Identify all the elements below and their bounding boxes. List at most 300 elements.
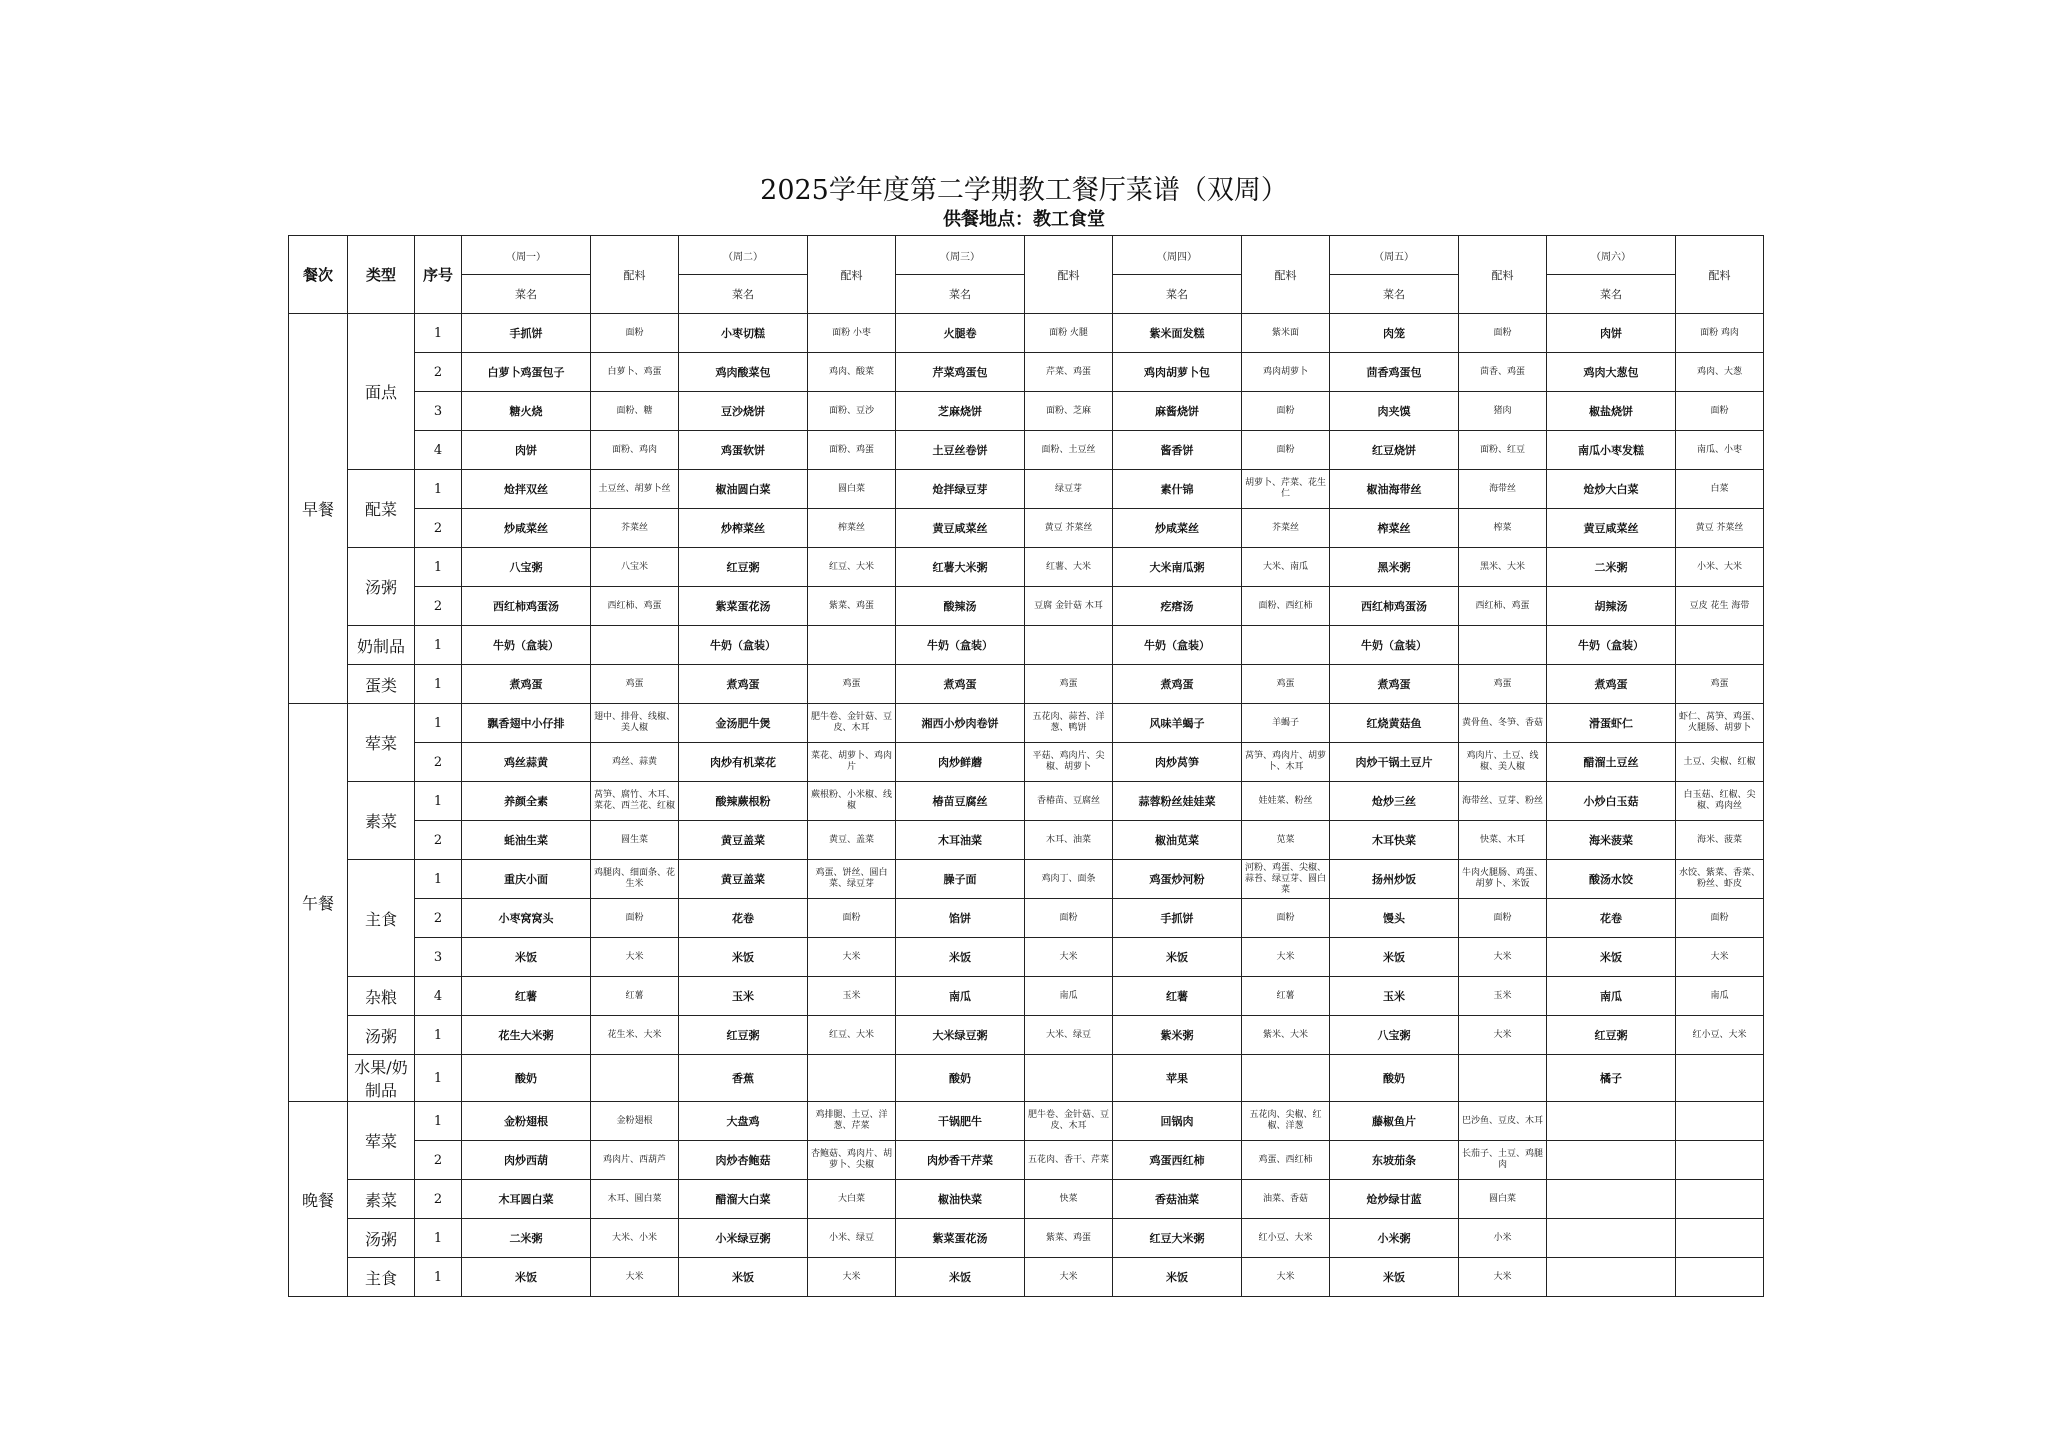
ingredient-cell: 面粉 小枣: [808, 314, 896, 353]
header-day-2: （周二）: [679, 236, 808, 275]
page-subtitle: 供餐地点：教工食堂: [943, 209, 1105, 230]
ingredient-cell: [808, 1055, 896, 1102]
dish-cell: 酸汤水饺: [1547, 860, 1676, 899]
ingredient-cell: 八宝米: [591, 548, 679, 587]
ingredient-cell: 娃娃菜、粉丝: [1242, 782, 1330, 821]
category-cell: 面点: [348, 314, 415, 470]
ingredient-cell: 黑米、大米: [1459, 548, 1547, 587]
dish-cell: 肉炒干锅土豆片: [1330, 743, 1459, 782]
ingredient-cell: 面粉、鸡肉: [591, 431, 679, 470]
dish-cell: 米饭: [896, 938, 1025, 977]
dish-cell: 煮鸡蛋: [896, 665, 1025, 704]
ingredient-cell: 西红柿、鸡蛋: [1459, 587, 1547, 626]
header-ingredient-6: 配料: [1676, 236, 1764, 314]
dish-cell: 紫菜蛋花汤: [679, 587, 808, 626]
dish-cell: 小米绿豆粥: [679, 1219, 808, 1258]
ingredient-cell: 杏鲍菇、鸡肉片、胡萝卜、尖椒: [808, 1141, 896, 1180]
index-cell: 1: [415, 860, 462, 899]
ingredient-cell: 面粉: [1242, 392, 1330, 431]
ingredient-cell: 蕨根粉、小米椒、线椒: [808, 782, 896, 821]
dish-cell: 红烧黄菇鱼: [1330, 704, 1459, 743]
ingredient-cell: 面粉: [1676, 899, 1764, 938]
ingredient-cell: 红薯: [1242, 977, 1330, 1016]
dish-cell: 椒油苋菜: [1113, 821, 1242, 860]
index-cell: 3: [415, 392, 462, 431]
header-dish-6: 菜名: [1547, 275, 1676, 314]
index-cell: 2: [415, 821, 462, 860]
ingredient-cell: 圆白菜: [1459, 1180, 1547, 1219]
index-cell: 1: [415, 1219, 462, 1258]
dish-cell: 椒油圆白菜: [679, 470, 808, 509]
ingredient-cell: 红豆、大米: [808, 548, 896, 587]
dish-cell: 醋溜土豆丝: [1547, 743, 1676, 782]
ingredient-cell: [1676, 1141, 1764, 1180]
ingredient-cell: 鸡蛋、饼丝、圆白菜、绿豆芽: [808, 860, 896, 899]
dish-cell: 鸡蛋炒河粉: [1113, 860, 1242, 899]
ingredient-cell: 鸡丝、蒜黄: [591, 743, 679, 782]
ingredient-cell: 鸡肉片、西葫芦: [591, 1141, 679, 1180]
table-row: [289, 431, 1764, 470]
ingredient-cell: 面粉 火腿: [1025, 314, 1113, 353]
dish-cell: [1547, 1141, 1676, 1180]
ingredient-cell: 圆白菜: [808, 470, 896, 509]
header-ingredient-2: 配料: [808, 236, 896, 314]
ingredient-cell: 翅中、排骨、线椒、美人椒: [591, 704, 679, 743]
ingredient-cell: 土豆、尖椒、红椒: [1676, 743, 1764, 782]
ingredient-cell: 芥菜丝: [591, 509, 679, 548]
ingredient-cell: 黄骨鱼、冬笋、香菇: [1459, 704, 1547, 743]
ingredient-cell: [1242, 626, 1330, 665]
dish-cell: 米饭: [1330, 938, 1459, 977]
table-row: [289, 1102, 1764, 1141]
ingredient-cell: 白菜: [1676, 470, 1764, 509]
header-ingredient-5: 配料: [1459, 236, 1547, 314]
dish-cell: 酸奶: [462, 1055, 591, 1102]
header-day-4: （周四）: [1113, 236, 1242, 275]
dish-cell: 米饭: [1113, 1258, 1242, 1297]
header-dish-5: 菜名: [1330, 275, 1459, 314]
table-row: [289, 587, 1764, 626]
ingredient-cell: 芥菜丝: [1242, 509, 1330, 548]
dish-cell: 玉米: [679, 977, 808, 1016]
dish-cell: 肉饼: [462, 431, 591, 470]
dish-cell: 黄豆盖菜: [679, 860, 808, 899]
index-cell: 1: [415, 1102, 462, 1141]
dish-cell: 素什锦: [1113, 470, 1242, 509]
ingredient-cell: 香椿苗、豆腐丝: [1025, 782, 1113, 821]
category-cell: 汤粥: [348, 1016, 415, 1055]
index-cell: 3: [415, 938, 462, 977]
table-row: [289, 1180, 1764, 1219]
dish-cell: 胡辣汤: [1547, 587, 1676, 626]
category-cell: 素菜: [348, 1180, 415, 1219]
dish-cell: 椒盐烧饼: [1547, 392, 1676, 431]
dish-cell: 肉笼: [1330, 314, 1459, 353]
dish-cell: 馒头: [1330, 899, 1459, 938]
dish-cell: 醋溜大白菜: [679, 1180, 808, 1219]
index-cell: 2: [415, 743, 462, 782]
dish-cell: 火腿卷: [896, 314, 1025, 353]
dish-cell: 橘子: [1547, 1055, 1676, 1102]
table-row: [289, 1141, 1764, 1180]
header-day-1: （周一）: [462, 236, 591, 275]
dish-cell: 红豆大米粥: [1113, 1219, 1242, 1258]
dish-cell: 手抓饼: [1113, 899, 1242, 938]
table-row: [289, 626, 1764, 665]
dish-cell: 重庆小面: [462, 860, 591, 899]
ingredient-cell: 木耳、圆白菜: [591, 1180, 679, 1219]
ingredient-cell: [1676, 1258, 1764, 1297]
ingredient-cell: 紫米、大米: [1242, 1016, 1330, 1055]
ingredient-cell: 鸡蛋: [1242, 665, 1330, 704]
index-cell: 1: [415, 704, 462, 743]
dish-cell: 豆沙烧饼: [679, 392, 808, 431]
table-row: [289, 743, 1764, 782]
dish-cell: 馅饼: [896, 899, 1025, 938]
dish-cell: 木耳快菜: [1330, 821, 1459, 860]
header-index: 序号: [415, 236, 462, 314]
dish-cell: 小枣窝窝头: [462, 899, 591, 938]
ingredient-cell: 水饺、紫菜、香菜、粉丝、虾皮: [1676, 860, 1764, 899]
ingredient-cell: 大米: [808, 938, 896, 977]
ingredient-cell: 鸡肉、酸菜: [808, 353, 896, 392]
ingredient-cell: 河粉、鸡蛋、尖椒、蒜苔、绿豆芽、圆白菜: [1242, 860, 1330, 899]
ingredient-cell: 圆生菜: [591, 821, 679, 860]
dish-cell: 干锅肥牛: [896, 1102, 1025, 1141]
ingredient-cell: 榨菜: [1459, 509, 1547, 548]
dish-cell: 酱香饼: [1113, 431, 1242, 470]
category-cell: 荤菜: [348, 1102, 415, 1180]
dish-cell: 香菇油菜: [1113, 1180, 1242, 1219]
dish-cell: 鸡蛋软饼: [679, 431, 808, 470]
table-row: [289, 548, 1764, 587]
dish-cell: [1547, 1180, 1676, 1219]
ingredient-cell: 面粉: [1242, 431, 1330, 470]
ingredient-cell: 黄豆 芥菜丝: [1676, 509, 1764, 548]
ingredient-cell: [1676, 1102, 1764, 1141]
dish-cell: 牛奶（盒装）: [679, 626, 808, 665]
ingredient-cell: 大米、南瓜: [1242, 548, 1330, 587]
ingredient-cell: 巴沙鱼、豆皮、木耳: [1459, 1102, 1547, 1141]
ingredient-cell: 鸡蛋: [1676, 665, 1764, 704]
meal-cell: 午餐: [289, 704, 348, 1102]
dish-cell: 疙瘩汤: [1113, 587, 1242, 626]
category-cell: 水果/奶制品: [348, 1055, 415, 1102]
ingredient-cell: 面粉: [591, 899, 679, 938]
table-row: [289, 665, 1764, 704]
dish-cell: 东坡茄条: [1330, 1141, 1459, 1180]
dish-cell: 鸡蛋西红柿: [1113, 1141, 1242, 1180]
dish-cell: 酸辣汤: [896, 587, 1025, 626]
dish-cell: 红薯: [462, 977, 591, 1016]
dish-cell: 煮鸡蛋: [679, 665, 808, 704]
dish-cell: 肉炒杏鲍菇: [679, 1141, 808, 1180]
dish-cell: 肉炒鲜蘑: [896, 743, 1025, 782]
ingredient-cell: 红豆、大米: [808, 1016, 896, 1055]
ingredient-cell: [1459, 1055, 1547, 1102]
table-row: [289, 314, 1764, 353]
index-cell: 1: [415, 314, 462, 353]
index-cell: 4: [415, 977, 462, 1016]
header-dish-3: 菜名: [896, 275, 1025, 314]
dish-cell: 榨菜丝: [1330, 509, 1459, 548]
dish-cell: 鸡肉胡萝卜包: [1113, 353, 1242, 392]
index-cell: 1: [415, 1016, 462, 1055]
table-row: [289, 1055, 1764, 1102]
ingredient-cell: 大米: [1459, 1016, 1547, 1055]
ingredient-cell: 南瓜: [1025, 977, 1113, 1016]
dish-cell: 炝拌绿豆芽: [896, 470, 1025, 509]
ingredient-cell: 大白菜: [808, 1180, 896, 1219]
dish-cell: 黄豆咸菜丝: [1547, 509, 1676, 548]
ingredient-cell: 面粉、鸡蛋: [808, 431, 896, 470]
ingredient-cell: 黄豆、盖菜: [808, 821, 896, 860]
ingredient-cell: 芹菜、鸡蛋: [1025, 353, 1113, 392]
ingredient-cell: 红小豆、大米: [1242, 1219, 1330, 1258]
header-ingredient-4: 配料: [1242, 236, 1330, 314]
table-row: [289, 704, 1764, 743]
dish-cell: 肉炒有机菜花: [679, 743, 808, 782]
table-row: [289, 977, 1764, 1016]
ingredient-cell: 面粉、红豆: [1459, 431, 1547, 470]
dish-cell: 芹菜鸡蛋包: [896, 353, 1025, 392]
dish-cell: 花生大米粥: [462, 1016, 591, 1055]
ingredient-cell: 玉米: [808, 977, 896, 1016]
category-cell: 汤粥: [348, 548, 415, 626]
ingredient-cell: 大米、小米: [591, 1219, 679, 1258]
ingredient-cell: 面粉、芝麻: [1025, 392, 1113, 431]
ingredient-cell: 鸡蛋、西红柿: [1242, 1141, 1330, 1180]
ingredient-cell: 胡萝卜、芹菜、花生仁: [1242, 470, 1330, 509]
header-row-days: [289, 236, 1764, 275]
ingredient-cell: 鸡腿肉、细面条、花生米: [591, 860, 679, 899]
dish-cell: 风味羊蝎子: [1113, 704, 1242, 743]
ingredient-cell: 面粉、土豆丝: [1025, 431, 1113, 470]
ingredient-cell: 面粉、豆沙: [808, 392, 896, 431]
dish-cell: 二米粥: [462, 1219, 591, 1258]
table-row: [289, 509, 1764, 548]
dish-cell: 二米粥: [1547, 548, 1676, 587]
ingredient-cell: [1459, 626, 1547, 665]
dish-cell: 西红柿鸡蛋汤: [1330, 587, 1459, 626]
dish-cell: 红薯大米粥: [896, 548, 1025, 587]
table-row: [289, 1016, 1764, 1055]
dish-cell: 大米绿豆粥: [896, 1016, 1025, 1055]
ingredient-cell: 大米: [808, 1258, 896, 1297]
dish-cell: 大盘鸡: [679, 1102, 808, 1141]
ingredient-cell: 鸡蛋: [591, 665, 679, 704]
table-row: [289, 470, 1764, 509]
dish-cell: 小米粥: [1330, 1219, 1459, 1258]
ingredient-cell: 紫菜、鸡蛋: [1025, 1219, 1113, 1258]
ingredient-cell: 鸡蛋: [808, 665, 896, 704]
ingredient-cell: 花生米、大米: [591, 1016, 679, 1055]
header-category: 类型: [348, 236, 415, 314]
ingredient-cell: 面粉: [1676, 392, 1764, 431]
dish-cell: 扬州炒饭: [1330, 860, 1459, 899]
ingredient-cell: [1025, 1055, 1113, 1102]
ingredient-cell: 面粉、西红柿: [1242, 587, 1330, 626]
ingredient-cell: 木耳、油菜: [1025, 821, 1113, 860]
header-dish-2: 菜名: [679, 275, 808, 314]
dish-cell: 回锅肉: [1113, 1102, 1242, 1141]
index-cell: 2: [415, 509, 462, 548]
ingredient-cell: 鸡肉丁、面条: [1025, 860, 1113, 899]
dish-cell: 炝炒三丝: [1330, 782, 1459, 821]
index-cell: 1: [415, 1055, 462, 1102]
dish-cell: 鸡肉酸菜包: [679, 353, 808, 392]
ingredient-cell: 快菜、木耳: [1459, 821, 1547, 860]
dish-cell: 米饭: [462, 938, 591, 977]
ingredient-cell: 大米: [1459, 1258, 1547, 1297]
ingredient-cell: 油菜、香菇: [1242, 1180, 1330, 1219]
ingredient-cell: 虾仁、莴笋、鸡蛋、火腿肠、胡萝卜: [1676, 704, 1764, 743]
ingredient-cell: 鸡蛋: [1025, 665, 1113, 704]
ingredient-cell: 小米、绿豆: [808, 1219, 896, 1258]
ingredient-cell: 快菜: [1025, 1180, 1113, 1219]
dish-cell: 牛奶（盒装）: [462, 626, 591, 665]
dish-cell: 麻酱烧饼: [1113, 392, 1242, 431]
dish-cell: [1547, 1258, 1676, 1297]
ingredient-cell: 面粉: [808, 899, 896, 938]
ingredient-cell: 肥牛卷、金针菇、豆皮、木耳: [808, 704, 896, 743]
dish-cell: 红豆烧饼: [1330, 431, 1459, 470]
ingredient-cell: 豆腐 金针菇 木耳: [1025, 587, 1113, 626]
dish-cell: 肉炒西葫: [462, 1141, 591, 1180]
dish-cell: 米饭: [679, 1258, 808, 1297]
dish-cell: 金粉翅根: [462, 1102, 591, 1141]
index-cell: 2: [415, 353, 462, 392]
ingredient-cell: 鸡肉、大葱: [1676, 353, 1764, 392]
dish-cell: 糖火烧: [462, 392, 591, 431]
category-cell: 配菜: [348, 470, 415, 548]
dish-cell: 炒榨菜丝: [679, 509, 808, 548]
dish-cell: 南瓜: [896, 977, 1025, 1016]
dish-cell: 南瓜小枣发糕: [1547, 431, 1676, 470]
dish-cell: 米饭: [1113, 938, 1242, 977]
ingredient-cell: 大米: [1025, 938, 1113, 977]
dish-cell: 椒油快菜: [896, 1180, 1025, 1219]
ingredient-cell: 小米、大米: [1676, 548, 1764, 587]
dish-cell: [1547, 1219, 1676, 1258]
ingredient-cell: 猪肉: [1459, 392, 1547, 431]
dish-cell: 八宝粥: [462, 548, 591, 587]
index-cell: 1: [415, 782, 462, 821]
dish-cell: 酸奶: [896, 1055, 1025, 1102]
dish-cell: 苹果: [1113, 1055, 1242, 1102]
dish-cell: 煮鸡蛋: [1113, 665, 1242, 704]
dish-cell: 花卷: [1547, 899, 1676, 938]
header-dish-1: 菜名: [462, 275, 591, 314]
dish-cell: 黄豆咸菜丝: [896, 509, 1025, 548]
dish-cell: 手抓饼: [462, 314, 591, 353]
ingredient-cell: 大米: [591, 938, 679, 977]
ingredient-cell: 大米: [591, 1258, 679, 1297]
dish-cell: 臊子面: [896, 860, 1025, 899]
dish-cell: 酸辣蕨根粉: [679, 782, 808, 821]
dish-cell: 木耳油菜: [896, 821, 1025, 860]
dish-cell: 米饭: [1330, 1258, 1459, 1297]
dish-cell: 红豆粥: [679, 1016, 808, 1055]
ingredient-cell: [591, 626, 679, 665]
ingredient-cell: 面粉: [1459, 899, 1547, 938]
dish-cell: 肉炒莴笋: [1113, 743, 1242, 782]
dish-cell: 茴香鸡蛋包: [1330, 353, 1459, 392]
ingredient-cell: [1242, 1055, 1330, 1102]
ingredient-cell: 苋菜: [1242, 821, 1330, 860]
ingredient-cell: 红小豆、大米: [1676, 1016, 1764, 1055]
dish-cell: 红豆粥: [679, 548, 808, 587]
index-cell: 2: [415, 587, 462, 626]
dish-cell: 土豆丝卷饼: [896, 431, 1025, 470]
dish-cell: 牛奶（盒装）: [1330, 626, 1459, 665]
dish-cell: 木耳圆白菜: [462, 1180, 591, 1219]
dish-cell: 蒜蓉粉丝娃娃菜: [1113, 782, 1242, 821]
ingredient-cell: [591, 1055, 679, 1102]
ingredient-cell: 面粉: [1025, 899, 1113, 938]
ingredient-cell: 鸡肉片、土豆、线椒、美人椒: [1459, 743, 1547, 782]
category-cell: 荤菜: [348, 704, 415, 782]
category-cell: 素菜: [348, 782, 415, 860]
dish-cell: 白萝卜鸡蛋包子: [462, 353, 591, 392]
header-dish-4: 菜名: [1113, 275, 1242, 314]
table-row: [289, 860, 1764, 899]
ingredient-cell: 红薯: [591, 977, 679, 1016]
ingredient-cell: 羊蝎子: [1242, 704, 1330, 743]
ingredient-cell: 红薯、大米: [1025, 548, 1113, 587]
dish-cell: 大米南瓜粥: [1113, 548, 1242, 587]
table-row: [289, 821, 1764, 860]
ingredient-cell: 五花肉、香干、芹菜: [1025, 1141, 1113, 1180]
dish-cell: 飘香翅中小仔排: [462, 704, 591, 743]
dish-cell: 小炒白玉菇: [1547, 782, 1676, 821]
table-row: [289, 899, 1764, 938]
ingredient-cell: 南瓜、小枣: [1676, 431, 1764, 470]
meal-cell: 晚餐: [289, 1102, 348, 1297]
header-day-5: （周五）: [1330, 236, 1459, 275]
dish-cell: 紫米面发糕: [1113, 314, 1242, 353]
dish-cell: 八宝粥: [1330, 1016, 1459, 1055]
dish-cell: 煮鸡蛋: [1330, 665, 1459, 704]
ingredient-cell: 紫米面: [1242, 314, 1330, 353]
dish-cell: 煮鸡蛋: [462, 665, 591, 704]
index-cell: 1: [415, 626, 462, 665]
dish-cell: 肉饼: [1547, 314, 1676, 353]
dish-cell: 酸奶: [1330, 1055, 1459, 1102]
page-title: 2025学年度第二学期教工餐厅菜谱（双周）: [760, 175, 1288, 206]
dish-cell: 炒咸菜丝: [462, 509, 591, 548]
ingredient-cell: 小米: [1459, 1219, 1547, 1258]
ingredient-cell: 面粉: [1459, 314, 1547, 353]
dish-cell: 鸡丝蒜黄: [462, 743, 591, 782]
table-row: [289, 1219, 1764, 1258]
dish-cell: 炝拌双丝: [462, 470, 591, 509]
ingredient-cell: 大米: [1242, 938, 1330, 977]
header-meal: 餐次: [289, 236, 348, 314]
dish-cell: 黄豆盖菜: [679, 821, 808, 860]
dish-cell: 小枣切糕: [679, 314, 808, 353]
menu-table: [288, 235, 1764, 1297]
category-cell: 主食: [348, 860, 415, 977]
ingredient-cell: 茴香、鸡蛋: [1459, 353, 1547, 392]
index-cell: 4: [415, 431, 462, 470]
dish-cell: 红薯: [1113, 977, 1242, 1016]
ingredient-cell: [1676, 1219, 1764, 1258]
index-cell: 1: [415, 1258, 462, 1297]
ingredient-cell: 榨菜丝: [808, 509, 896, 548]
ingredient-cell: 牛肉火腿肠、鸡蛋、胡萝卜、米饭: [1459, 860, 1547, 899]
category-cell: 奶制品: [348, 626, 415, 665]
